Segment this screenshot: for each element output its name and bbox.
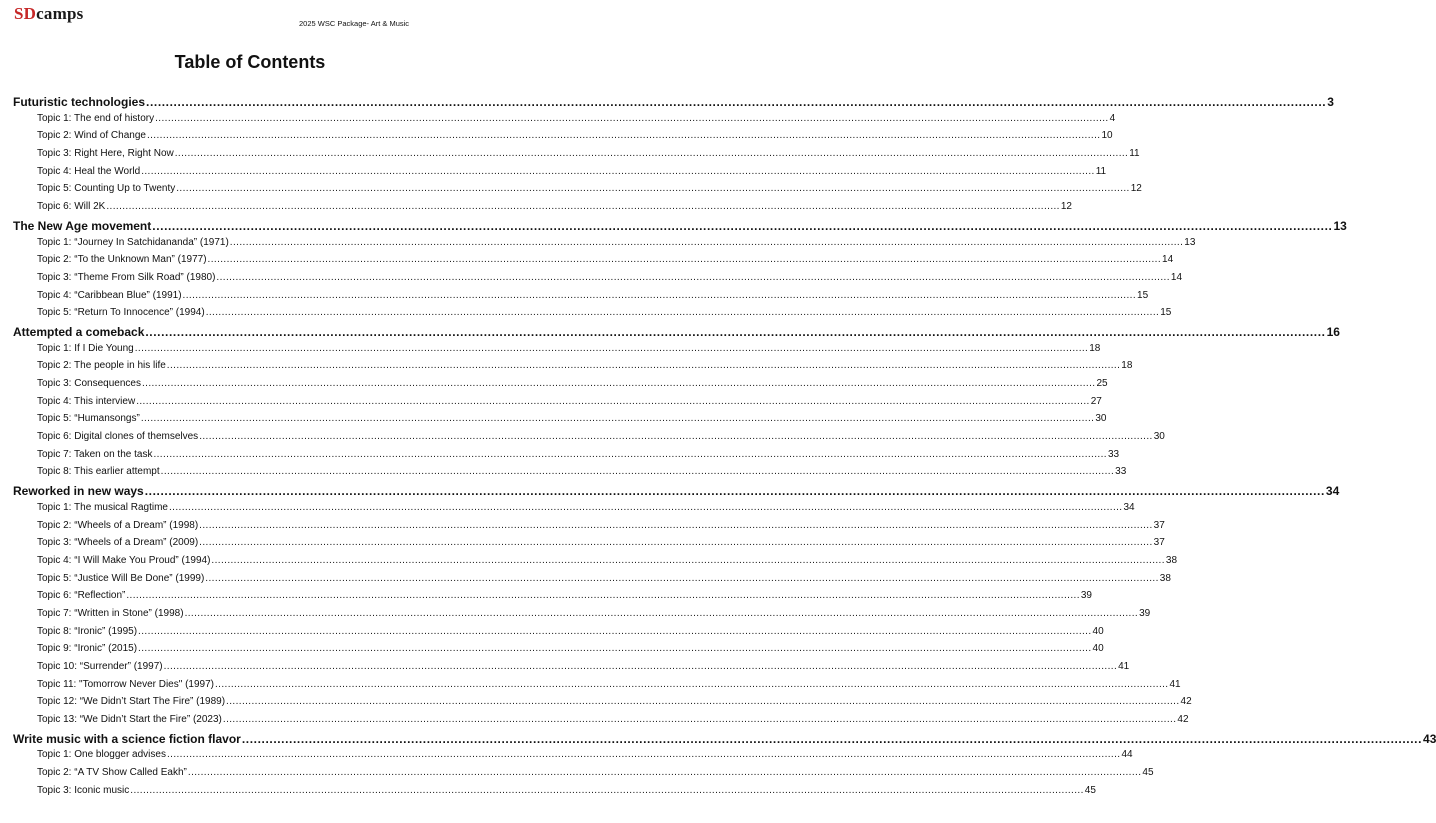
toc-topic-entry-label: Topic 12: “We Didn’t Start The Fire” (1989) [37,696,226,708]
toc-topic-entry[interactable] [13,661,1130,679]
toc-topic-entry[interactable] [13,625,1104,644]
toc-topic-entry[interactable] [13,130,1113,148]
toc-topic-entry-label: Topic 8: “Ironic” (1995) [37,625,138,637]
toc-section-entry-label: Write music with a science fiction flavor [13,731,241,746]
toc-section-entry[interactable] [13,218,1347,237]
dot-leader: ............................................................................................................................................................................................................................................................................................................ [130,784,1084,796]
dot-leader: ............................................................................................................................................................................................................................................................................................................ [138,625,1092,637]
toc-topic-entry-label: Topic 13: “We Didn’t Start the Fire” (2023) [37,714,222,726]
toc-topic-entry[interactable] [13,749,1133,767]
dot-leader: ............................................................................................................................................................................................................................................................................................................ [174,148,1129,160]
toc-topic-entry-label: Topic 1: If I Die Young [37,342,134,354]
dot-leader: ............................................................................................................................................................................................................................................................................................................ [141,378,1096,389]
page-number: 39 [1080,590,1092,602]
dot-leader: ............................................................................................................................................................................................................................................................................................................ [140,413,1095,425]
dot-leader: ............................................................................................................................................................................................................................................................................................................ [166,360,1121,372]
toc-section-entry[interactable] [13,731,1436,750]
toc-topic-entry[interactable] [13,342,1101,361]
toc-topic-entry-label: Topic 6: Will 2K [37,201,106,213]
toc-topic-entry-label: Topic 1: The musical Ragtime [37,501,168,513]
toc-section-entry-label: The New Age movement [13,218,152,233]
dot-leader: ............................................................................................................................................................................................................................................................................................................ [106,201,1060,213]
toc-topic-entry-label: Topic 6: “Reflection” [37,590,126,602]
dot-leader: ............................................................................................................................................................................................................................................................................................................ [138,643,1092,655]
dot-leader: ............................................................................................................................................................................................................................................................................................................ [176,183,1130,195]
toc-topic-entry-label: Topic 4: Heal the World [37,165,141,177]
toc-topic-entry[interactable] [13,148,1140,166]
toc-topic-entry-label: Topic 3: Consequences [37,378,141,389]
toc-topic-entry[interactable] [13,431,1165,449]
toc-section-entry-label: Attempted a comeback [13,324,145,339]
page-number: 43 [1423,731,1436,746]
page-number: 4 [1109,112,1116,124]
toc-topic-entry[interactable] [13,112,1116,131]
dot-leader: ............................................................................................................................................................................................................................................................................................................ [126,590,1080,602]
dot-leader: ............................................................................................................................................................................................................................................................................................................ [187,767,1142,779]
toc-section-entry-label: Reworked in new ways [13,484,144,499]
toc-topic-entry-label: Topic 6: Digital clones of themselves [37,431,199,443]
page-number: 14 [1170,271,1183,283]
page-number: 18 [1121,360,1133,372]
toc-topic-entry[interactable] [13,413,1107,431]
toc-topic-entry-label: Topic 5: Counting Up to Twenty [37,183,176,195]
dot-leader: ............................................................................................................................................................................................................................................................................................................ [226,696,1180,708]
toc-topic-entry[interactable] [13,537,1165,555]
page-number: 27 [1090,395,1102,407]
toc-topic-entry-label: Topic 7: Taken on the task [37,448,153,460]
toc-topic-entry[interactable] [13,395,1102,414]
toc-topic-entry-label: Topic 2: “A TV Show Called Eakh” [37,767,187,779]
toc-topic-entry-label: Topic 4: “I Will Make You Proud” (1994) [37,554,211,566]
toc-topic-entry-label: Topic 1: “Journey In Satchidananda” (1971) [37,236,229,248]
toc-topic-entry-label: Topic 3: Iconic music [37,784,130,796]
page-number: 3 [1327,95,1334,109]
toc-topic-entry[interactable] [13,289,1149,308]
toc-topic-entry[interactable] [13,643,1104,661]
toc-topic-entry[interactable] [13,236,1196,255]
page-number: 12 [1130,183,1142,195]
toc-topic-entry[interactable] [13,714,1189,732]
page-number: 42 [1180,696,1192,708]
dot-leader: ............................................................................................................................................................................................................................................................................................................ [205,572,1159,584]
toc-topic-entry[interactable] [13,590,1092,608]
toc-topic-entry[interactable] [13,767,1154,785]
toc-topic-entry-label: Topic 3: “Wheels of a Dream” (2009) [37,537,199,549]
page-number: 33 [1115,466,1127,478]
page-number: 38 [1159,572,1171,584]
page-number: 44 [1121,749,1133,761]
page-number: 12 [1060,201,1072,213]
dot-leader: ............................................................................................................................................................................................................................................................................................................ [145,324,1326,339]
toc-topic-entry-label: Topic 3: “Theme From Silk Road” (1980) [37,271,216,283]
toc-topic-entry[interactable] [13,448,1120,467]
page-number: 40 [1092,625,1104,637]
page-number: 34 [1325,484,1340,499]
toc-section-entry[interactable] [13,484,1340,502]
dot-leader: ............................................................................................................................................................................................................................................................................................................ [160,466,1115,478]
dot-leader: ............................................................................................................................................................................................................................................................................................................ [199,519,1153,531]
toc-topic-entry[interactable] [13,696,1192,714]
page-number: 45 [1142,767,1154,779]
toc-topic-entry-label: Topic 1: One blogger advises [37,749,166,761]
page-number: 15 [1160,307,1172,319]
dot-leader: ............................................................................................................................................................................................................................................................................................................ [136,395,1090,407]
toc-section-entry[interactable] [13,95,1334,113]
toc-topic-entry-label: Topic 5: “Humansongs” [37,413,140,425]
toc-topic-entry[interactable] [13,607,1151,626]
page-number: 30 [1153,431,1165,443]
dot-leader: ............................................................................................................................................................................................................................................................................................................ [241,731,1423,746]
dot-leader: ............................................................................................................................................................................................................................................................................................................ [182,289,1137,301]
dot-leader: ............................................................................................................................................................................................................................................................................................................ [205,307,1160,319]
page-number: 13 [1333,218,1347,233]
toc-topic-entry-label: Topic 3: Right Here, Right Now [37,148,174,160]
toc-topic-entry-label: Topic 4: “Caribbean Blue” (1991) [37,289,182,301]
page-number: 42 [1177,714,1189,726]
toc-section-entry-label: Futuristic technologies [13,95,146,109]
page-number: 40 [1092,643,1104,655]
dot-leader: ............................................................................................................................................................................................................................................................................................................ [146,130,1101,142]
page-number: 41 [1118,661,1130,672]
dot-leader: ............................................................................................................................................................................................................................................................................................................ [216,271,1170,283]
dot-leader: ............................................................................................................................................................................................................................................................................................................ [184,607,1139,619]
page-number: 11 [1129,148,1140,160]
toc-topic-entry[interactable] [13,307,1172,325]
dot-leader: ............................................................................................................................................................................................................................................................................................................ [166,749,1121,761]
toc-topic-entry[interactable] [13,466,1127,484]
dot-leader: ............................................................................................................................................................................................................................................................................................................ [152,218,1333,233]
sdcamps-logo: SDcamps [14,4,84,23]
toc-topic-entry[interactable] [13,378,1108,396]
page-number: 11 [1095,165,1107,177]
toc-topic-entry[interactable] [13,165,1107,184]
toc-topic-entry-label: Topic 2: “To the Unknown Man” (1977) [37,254,207,266]
dot-leader: ............................................................................................................................................................................................................................................................................................................ [144,484,1325,499]
toc-topic-entry[interactable] [13,271,1183,290]
page-number: 13 [1184,236,1196,248]
table-of-contents [13,95,1436,803]
page-number: 30 [1095,413,1107,425]
toc-topic-entry[interactable] [13,183,1142,201]
page-number: 39 [1139,607,1151,619]
toc-topic-entry-label: Topic 5: “Return To Innocence” (1994) [37,307,205,319]
toc-topic-entry-label: Topic 7: “Written in Stone” (1998) [37,607,184,619]
toc-topic-entry[interactable] [13,678,1181,697]
toc-topic-entry-label: Topic 9: “Ironic” (2015) [37,643,138,655]
page-number: 14 [1162,254,1174,266]
dot-leader: ............................................................................................................................................................................................................................................................................................................ [134,342,1089,354]
toc-topic-entry-label: Topic 2: “Wheels of a Dream” (1998) [37,519,199,531]
toc-topic-entry[interactable] [13,554,1178,573]
toc-topic-entry-label: Topic 4: This interview [37,395,136,407]
page-title: Table of Contents [174,52,326,72]
toc-topic-entry-label: Topic 2: The people in his life [37,360,166,372]
page-number: 45 [1084,784,1096,796]
toc-topic-entry-label: Topic 1: The end of history [37,112,155,124]
toc-topic-entry[interactable] [13,572,1171,591]
page-number: 33 [1107,448,1120,460]
toc-topic-entry-label: Topic 2: Wind of Change [37,130,146,142]
dot-leader: ............................................................................................................................................................................................................................................................................................................ [211,554,1165,566]
dot-leader: ............................................................................................................................................................................................................................................................................................................ [163,661,1118,672]
toc-topic-entry[interactable] [13,784,1096,803]
page-number: 41 [1169,678,1181,690]
toc-topic-entry[interactable] [13,360,1133,378]
toc-topic-entry[interactable] [13,519,1165,538]
page-number: 16 [1326,324,1340,339]
dot-leader: ............................................................................................................................................................................................................................................................................................................ [199,431,1153,443]
toc-topic-entry-label: Topic 11: "Tomorrow Never Dies" (1997) [37,678,214,690]
dot-leader: ............................................................................................................................................................................................................................................................................................................ [229,236,1184,248]
dot-leader: ............................................................................................................................................................................................................................................................................................................ [146,95,1327,109]
dot-leader: ............................................................................................................................................................................................................................................................................................................ [222,714,1177,726]
dot-leader: ............................................................................................................................................................................................................................................................................................................ [155,112,1109,124]
page-number: 25 [1096,378,1108,389]
dot-leader: ............................................................................................................................................................................................................................................................................................................ [153,448,1107,460]
toc-topic-entry-label: Topic 5: “Justice Will Be Done” (1999) [37,572,205,584]
page-number: 37 [1153,537,1165,549]
dot-leader: ............................................................................................................................................................................................................................................................................................................ [141,165,1095,177]
page-number: 15 [1137,289,1149,301]
dot-leader: ............................................................................................................................................................................................................................................................................................................ [207,254,1162,266]
dot-leader: ............................................................................................................................................................................................................................................................................................................ [199,537,1153,549]
toc-topic-entry-label: Topic 10: “Surrender” (1997) [37,661,163,672]
toc-section-entry[interactable] [13,324,1340,343]
page-number: 10 [1101,130,1113,142]
page-number: 37 [1153,519,1165,531]
package-label: 2025 WSC Package- Art & Music [299,19,410,28]
toc-topic-entry[interactable] [13,201,1072,219]
dot-leader: ............................................................................................................................................................................................................................................................................................................ [168,501,1123,513]
toc-topic-entry[interactable] [13,254,1174,272]
page-number: 38 [1165,554,1178,566]
page-number: 18 [1089,342,1101,354]
page-number: 34 [1123,501,1135,513]
toc-topic-entry-label: Topic 8: This earlier attempt [37,466,160,478]
toc-topic-entry[interactable] [13,501,1135,520]
dot-leader: ............................................................................................................................................................................................................................................................................................................ [214,678,1169,690]
